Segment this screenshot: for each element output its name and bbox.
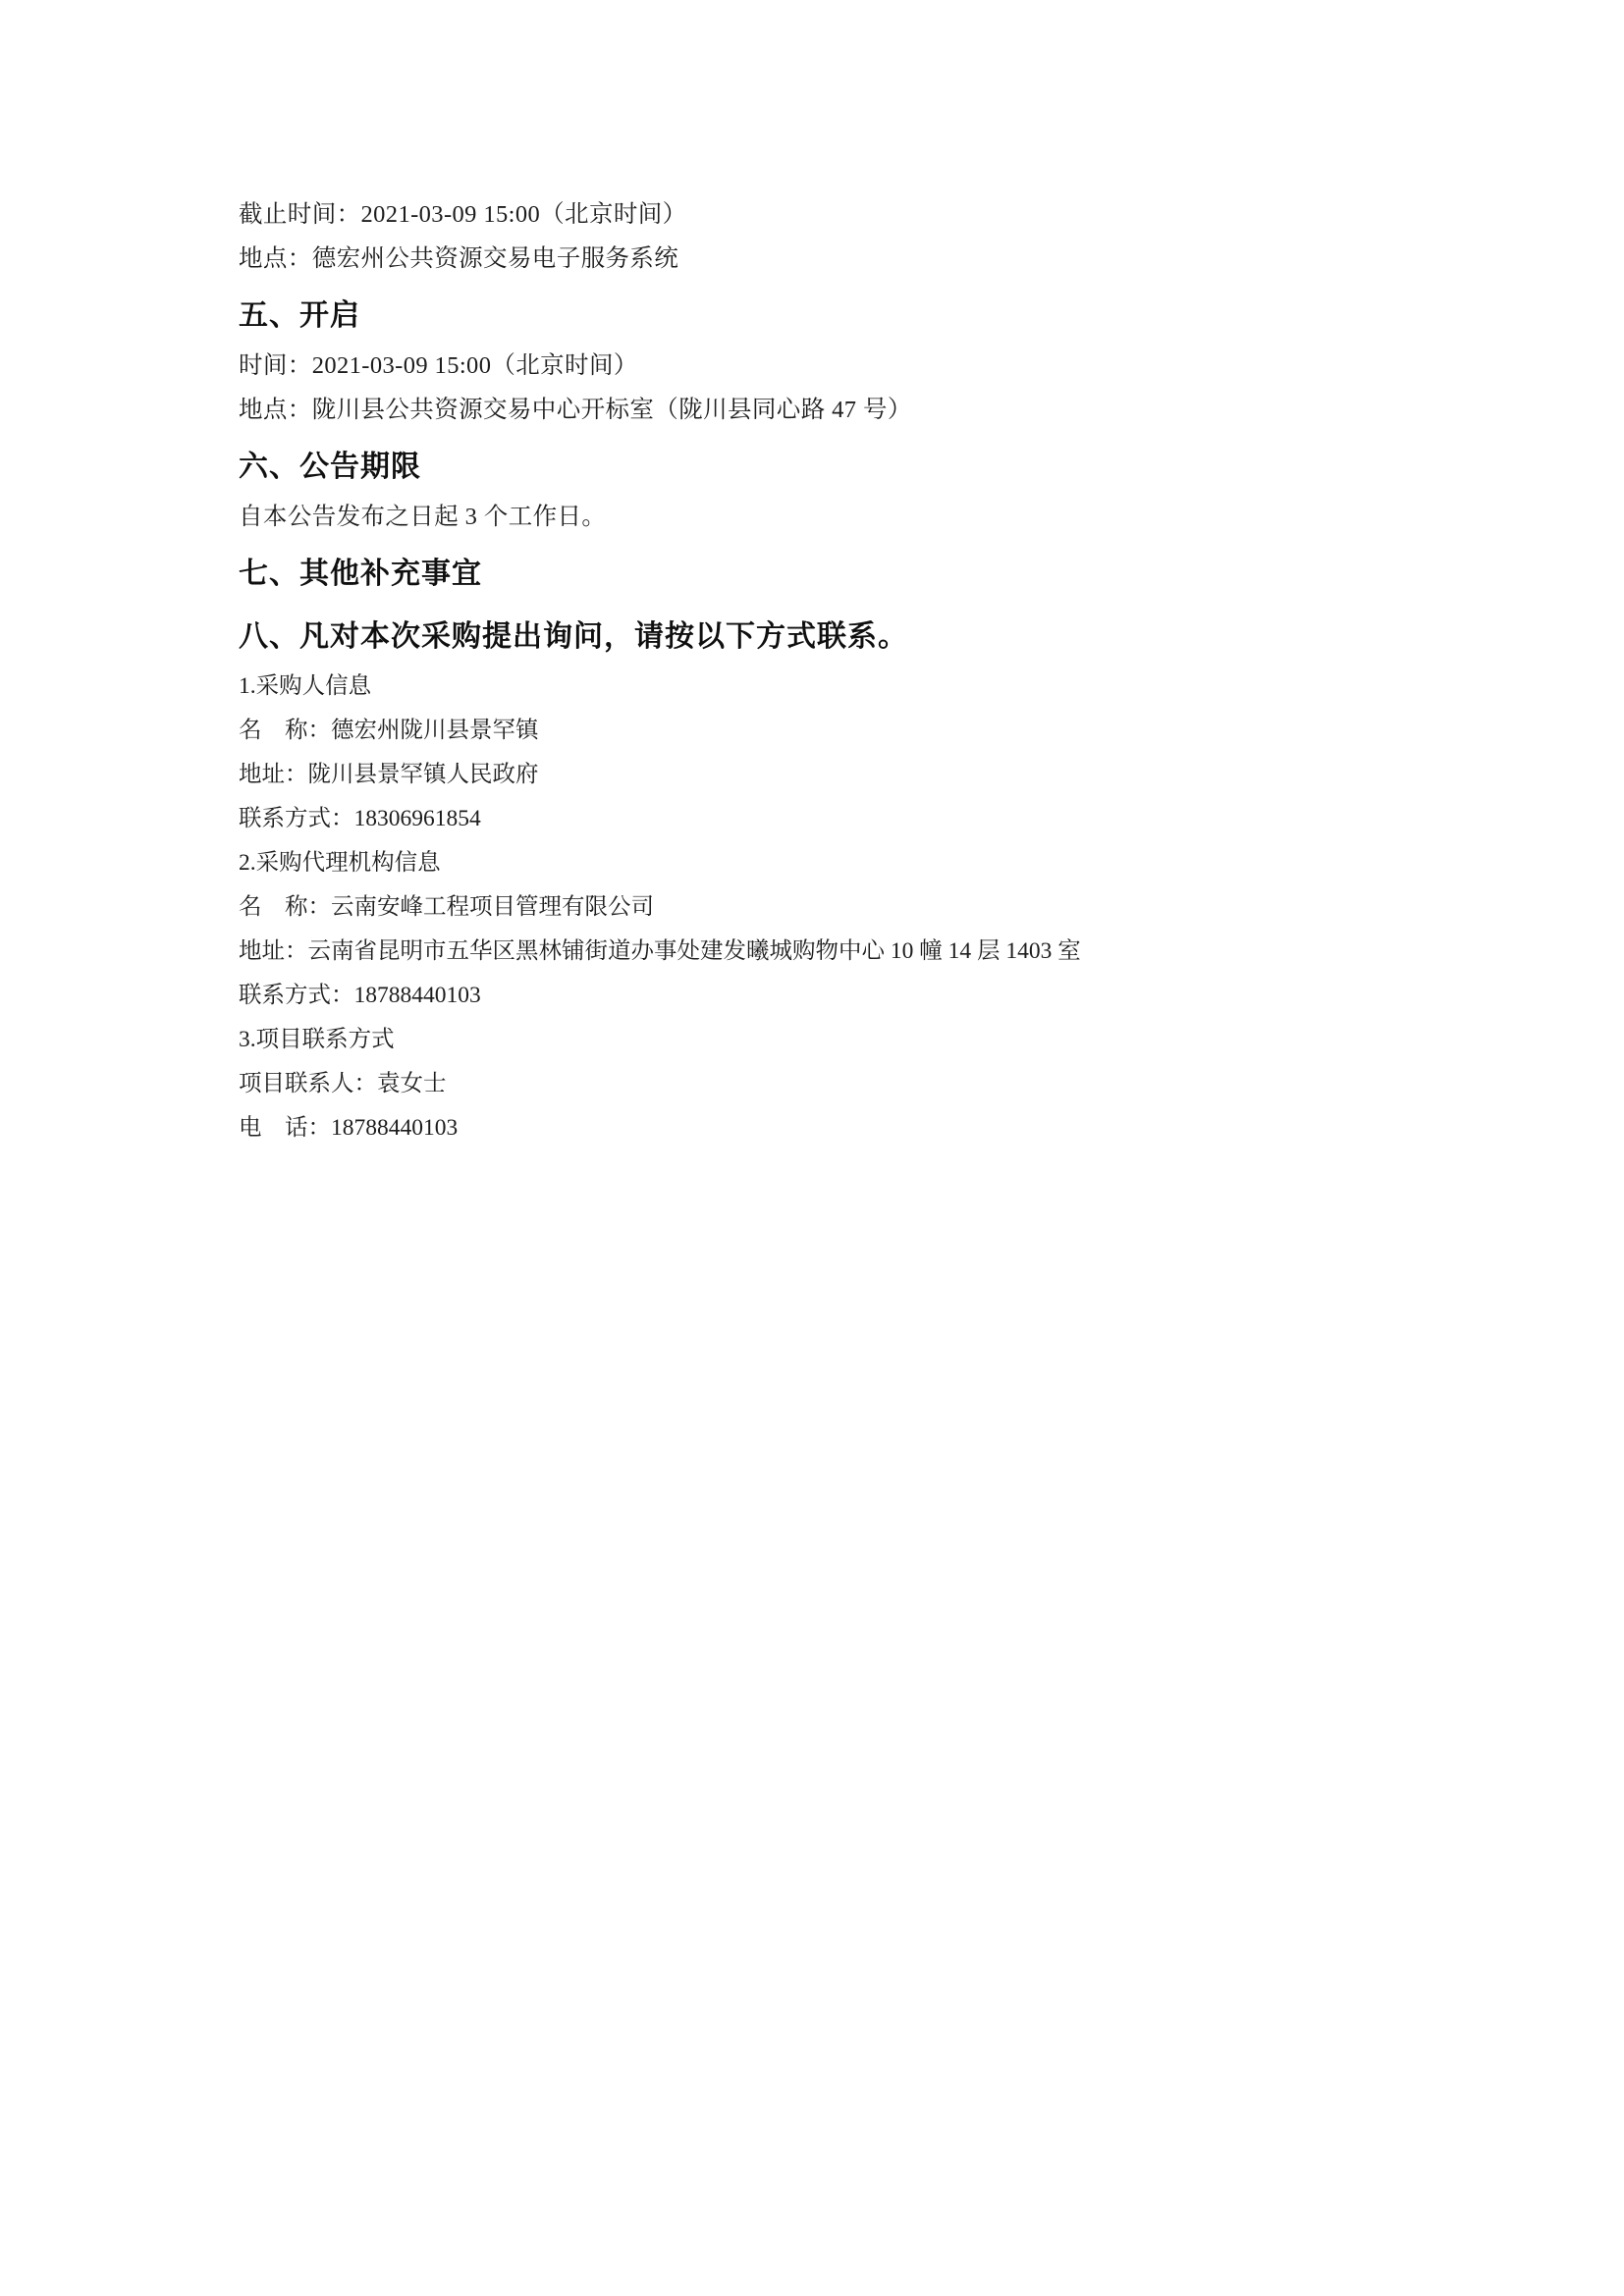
section-heading-seven: 七、其他补充事宜 <box>239 558 482 590</box>
agency-name-line: 名 称：云南安峰工程项目管理有限公司 <box>239 894 654 920</box>
section-heading-five: 五、开启 <box>239 299 360 332</box>
agency-contact-line: 联系方式：18788440103 <box>239 983 481 1008</box>
agency-address-line: 地址：云南省昆明市五华区黑林铺街道办事处建发曦城购物中心 10 幢 14 层 1403 室 <box>239 938 1081 964</box>
project-contact-heading: 3.项目联系方式 <box>239 1027 395 1052</box>
deadline-time-line: 截止时间：2021-03-09 15:00（北京时间） <box>239 201 687 228</box>
deadline-location-line: 地点：德宏州公共资源交易电子服务系统 <box>239 245 679 272</box>
purchaser-address-line: 地址：陇川县景罕镇人民政府 <box>239 762 539 787</box>
notice-period-line: 自本公告发布之日起 3 个工作日。 <box>239 504 607 530</box>
section-heading-six: 六、公告期限 <box>239 451 421 483</box>
section-heading-eight: 八、凡对本次采购提出询问，请按以下方式联系。 <box>239 620 908 653</box>
purchaser-contact-line: 联系方式：18306961854 <box>239 806 481 831</box>
open-location-line: 地点：陇川县公共资源交易中心开标室（陇川县同心路 47 号） <box>239 397 912 423</box>
purchaser-name-line: 名 称：德宏州陇川县景罕镇 <box>239 718 539 743</box>
document-body <box>239 192 1417 1150</box>
purchaser-info-heading: 1.采购人信息 <box>239 673 372 699</box>
agency-info-heading: 2.采购代理机构信息 <box>239 850 441 876</box>
project-contact-phone-line: 电 话：18788440103 <box>239 1115 459 1141</box>
project-contact-person-line: 项目联系人：袁女士 <box>239 1071 447 1096</box>
open-time-line: 时间：2021-03-09 15:00（北京时间） <box>239 352 638 379</box>
